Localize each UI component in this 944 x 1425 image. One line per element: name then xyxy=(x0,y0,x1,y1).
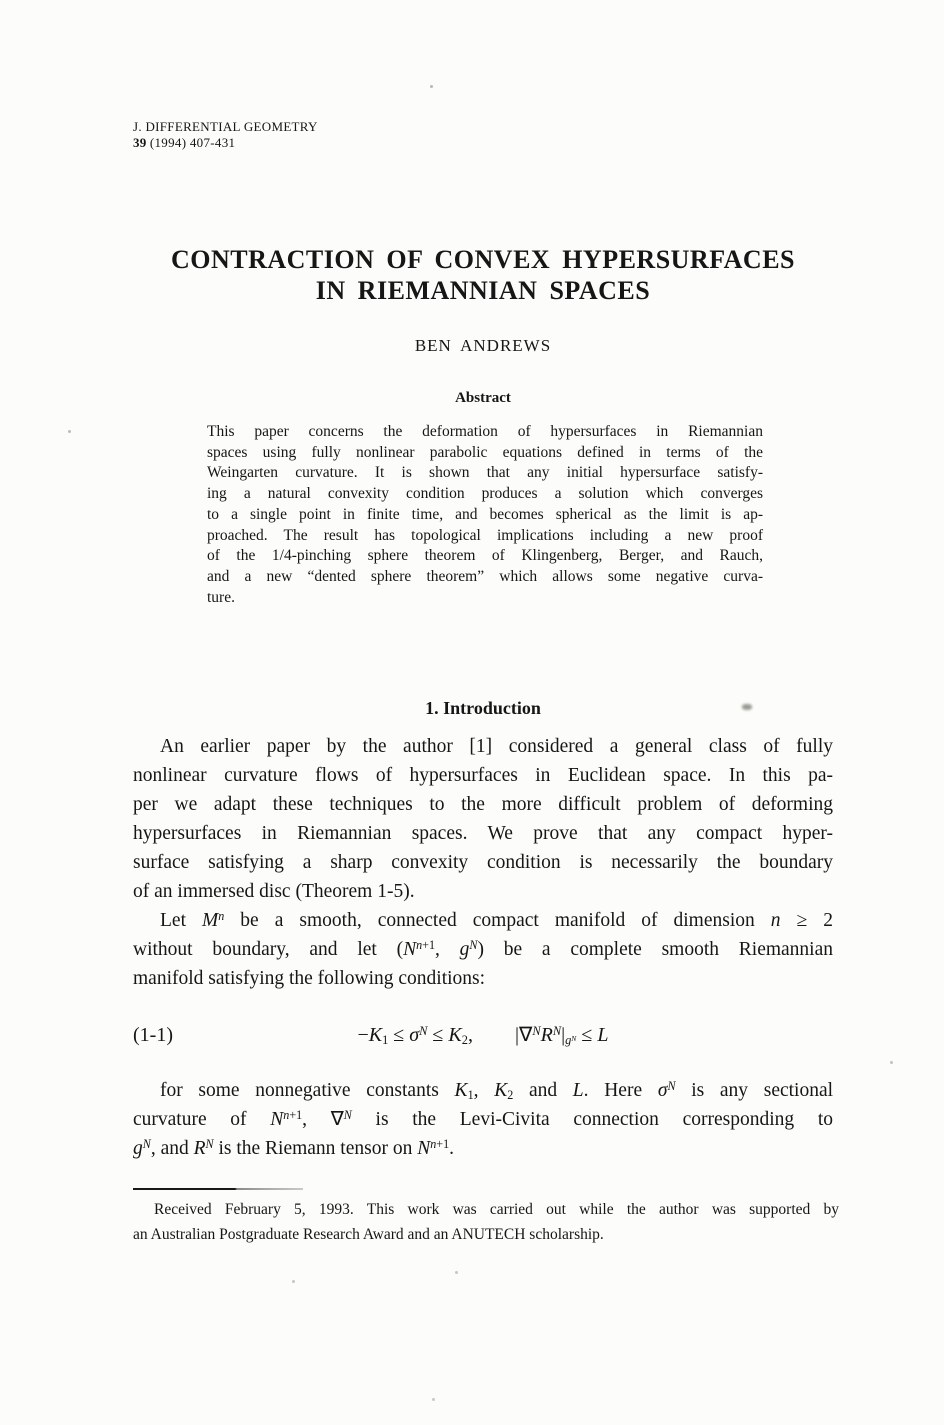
intro-paragraph-2 xyxy=(133,906,833,993)
paper-title-line1: CONTRACTION OF CONVEX HYPERSURFACES xyxy=(170,245,796,274)
intro-paragraph-1 xyxy=(133,732,833,906)
text-line: of an immersed disc (Theorem 1-5). xyxy=(133,881,415,902)
text-line: This paper concerns the deformation of hypersurfaces in Riemannian xyxy=(207,423,763,440)
text-line: curvature of $N^{n+1}$, ∇$^N$ is the Levi-Civita connection corresponding to xyxy=(133,1107,833,1130)
equation-rhs: $|\nabla^NR^N|_{g^N} \le L$ xyxy=(514,1023,609,1048)
section-heading-introduction: 1. Introduction xyxy=(425,698,541,718)
journal-header xyxy=(133,119,318,151)
text-line: per we adapt these techniques to the more difficult problem of deforming xyxy=(133,794,833,815)
text-line: and a new “dented sphere theorem” which allows some negative curva- xyxy=(207,567,763,585)
journal-issue-pages: (1994) 407-431 xyxy=(149,135,236,150)
text-line: without boundary, and let ($N^{n+1}$, $g^N$) be a complete smooth Riemannian xyxy=(133,937,834,960)
journal-name: J. DIFFERENTIAL GEOMETRY xyxy=(133,119,318,134)
text-line: for some nonnegative constants $K_1$, $K_2$ and L. Here $\sigma^N$ is any sectional xyxy=(160,1078,834,1103)
equation-lhs: $-K_1 \le \sigma^N \le K_2$, xyxy=(357,1023,473,1048)
journal-volume: 39 xyxy=(133,135,147,150)
text-line: $g^N$, and $R^N$ is the Riemann tensor on $N^{n+1}$. xyxy=(133,1136,455,1159)
text-line: An earlier paper by the author [1] considered a general class of fully xyxy=(160,736,833,757)
text-line: surface satisfying a sharp convexity condition is necessarily the boundary xyxy=(133,852,833,873)
scan-speck xyxy=(68,430,71,433)
journal-volume-line xyxy=(133,135,318,151)
text-line: manifold satisfying the following conditions: xyxy=(133,968,486,989)
text-line: Let $M^n$ be a smooth, connected compact manifold of dimension n ≥ 2 xyxy=(160,908,833,931)
equation-label: (1-1) xyxy=(133,1024,173,1046)
intro-paragraph-3 xyxy=(133,1076,833,1163)
text-line: hypersurfaces in Riemannian spaces. We prove that any compact hyper- xyxy=(133,823,833,844)
footnote-rule xyxy=(133,1188,303,1190)
equation-1-1 xyxy=(133,1008,833,1062)
text-column xyxy=(133,0,839,1425)
text-line: ture. xyxy=(207,588,235,606)
text-line: ing a natural convexity condition produces a solution which converges xyxy=(207,485,763,503)
text-line: of the 1/4-pinching sphere theorem of Klingenberg, Berger, and Rauch, xyxy=(207,547,763,565)
paper-title-line2: IN RIEMANNIAN SPACES xyxy=(315,276,651,305)
abstract-text xyxy=(207,422,763,608)
text-line: Weingarten curvature. It is shown that any initial hypersurface satisfy- xyxy=(207,464,763,482)
footnote-text xyxy=(133,1197,839,1247)
text-line: proached. The result has topological implications including a new proof xyxy=(207,526,763,544)
text-line: an Australian Postgraduate Research Award and an ANUTECH scholarship. xyxy=(133,1226,604,1243)
text-line: Received February 5, 1993. This work was carried out while the author was supported by xyxy=(154,1201,839,1218)
footnote xyxy=(133,1188,839,1247)
abstract-heading: Abstract xyxy=(455,390,511,406)
text-line: spaces using fully nonlinear parabolic equations defined in terms of the xyxy=(207,443,763,461)
text-line: to a single point in finite time, and becomes spherical as the limit is ap- xyxy=(207,505,763,523)
paper-title xyxy=(133,244,833,306)
scan-speck xyxy=(890,1061,893,1064)
equation-body xyxy=(357,1024,608,1046)
text-line: nonlinear curvature flows of hypersurfaces in Euclidean space. In this pa- xyxy=(133,765,833,786)
author-name: BEN ANDREWS xyxy=(414,336,552,355)
